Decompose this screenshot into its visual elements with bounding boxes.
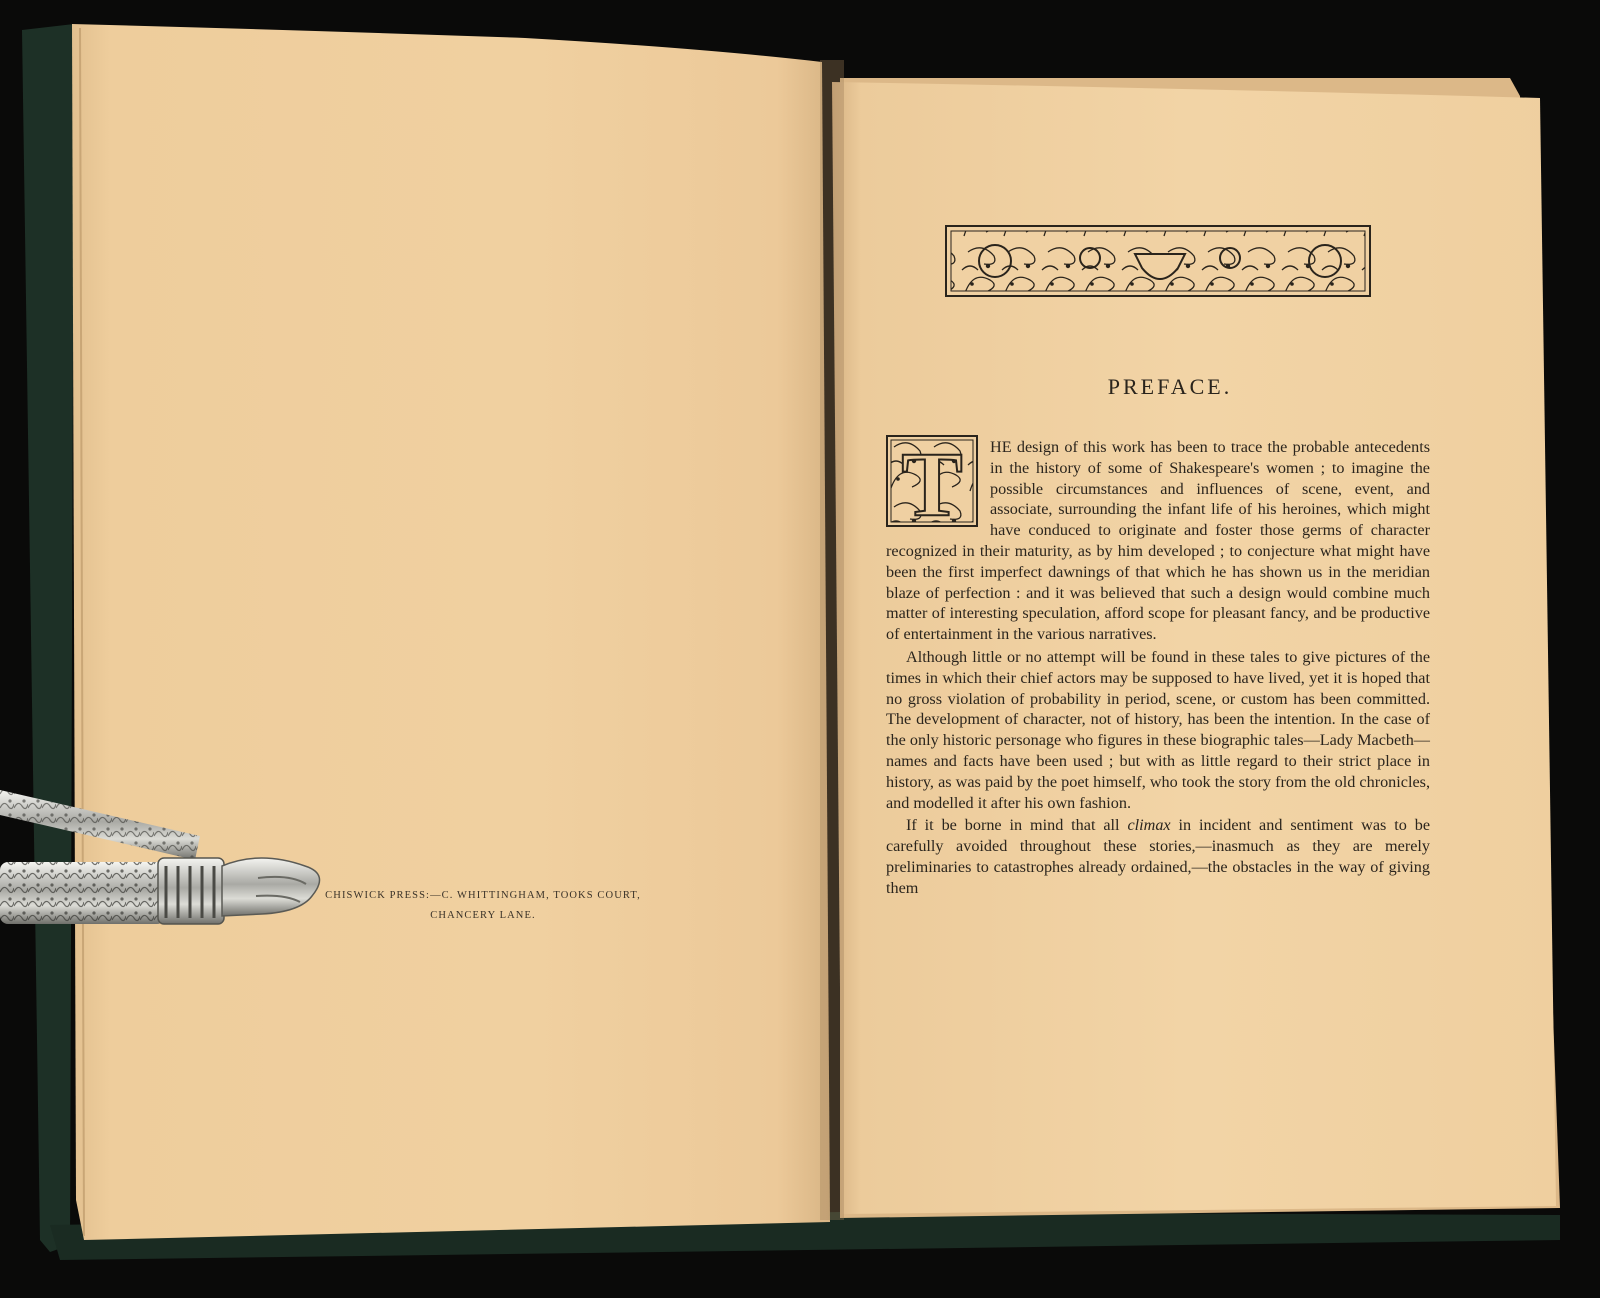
cover-board-left xyxy=(22,24,74,1252)
paragraph-1: HE design of this work has been to trace the probable antecedents in the history of some of Shakespeare's women ; to imagine the possible circumstances and influences of scene, event, and associate, surrounding the infant life of his heroines, which might have conduced to originate and foster those germs of character recognized in their maturity, as by him developed ; to conjecture what might have been the first imperfect dawnings of that which he has shown us in the meridian blaze of perfection : and it was believed that such a design would combine much matter of interesting speculation, afford scope for pleasant fancy, and be productive of entertainment in the various narratives. xyxy=(886,438,1430,644)
paragraph-3-italic: climax xyxy=(1127,816,1171,835)
paragraph-3 xyxy=(886,815,1430,898)
drop-cap-letter: T xyxy=(901,435,963,527)
imprint-line-1: CHISWICK PRESS:—C. WHITTINGHAM, TOOKS COURT, xyxy=(325,890,641,901)
printer-imprint xyxy=(318,886,648,926)
imprint-line-2: CHANCERY LANE. xyxy=(430,910,536,921)
paragraph-2: Although little or no attempt will be found in these tales to give pictures of the times in which their chief actors may be supposed to have lived, yet it is hoped that no gross violation of probability in period, scene, or custom has been committed. The development of character, not of history, has been the intention. In the case of the only historic personage who figures in these biographic tales—Lady Macbeth—names and facts have been used ; but with as little regard to their strict place in history, as was paid by the poet himself, who took the story from the old chronicles, and modelled it after his own fashion. xyxy=(886,647,1430,812)
gutter-shadow xyxy=(820,60,844,1220)
headpiece-ornament xyxy=(946,226,1370,296)
drop-cap-ornament xyxy=(886,435,978,527)
preface-text xyxy=(886,437,1430,899)
paragraph-3-end: in incident and sentiment was to be carefully avoided throughout these stories,—inasmuch as they are merely preliminaries to catastrophes already ordained,—the obstacles in the way of giving them xyxy=(886,816,1431,897)
paragraph-3-start: If it be borne in mind that all xyxy=(906,816,1128,835)
preface-title: PREFACE. xyxy=(1107,374,1233,399)
left-page xyxy=(72,24,830,1240)
